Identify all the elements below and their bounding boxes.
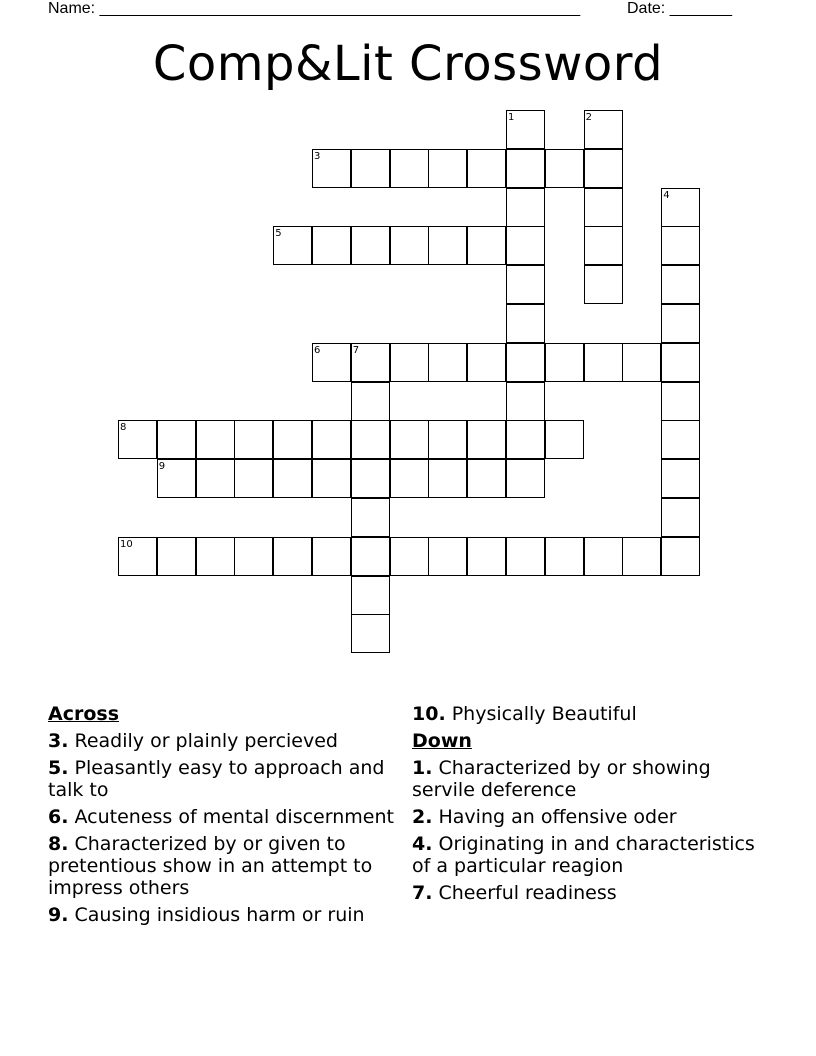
- grid-cell: [273, 459, 312, 498]
- grid-cell: [661, 537, 700, 576]
- grid-cell: [428, 343, 467, 382]
- clue-across-3: [48, 730, 400, 752]
- grid-cell: [196, 459, 235, 498]
- clue-number: 6.: [48, 806, 69, 828]
- grid-cell: [467, 459, 506, 498]
- grid-cell: [506, 304, 545, 343]
- grid-cell: [196, 537, 235, 576]
- clue-number: 9.: [48, 904, 69, 926]
- clue-across-9: [48, 904, 400, 926]
- grid-cell: [661, 226, 700, 265]
- grid-cell: [234, 420, 273, 459]
- grid-cell: [545, 537, 584, 576]
- grid-cell: [390, 149, 429, 188]
- grid-cell: [428, 420, 467, 459]
- clue-across-6: [48, 806, 400, 828]
- cell-number: 8: [120, 422, 127, 434]
- grid-cell: [351, 459, 390, 498]
- clue-text: Causing insidious harm or ruin: [74, 904, 365, 926]
- grid-cell: [467, 537, 506, 576]
- grid-cell: [196, 420, 235, 459]
- grid-cell: [506, 343, 545, 382]
- grid-cell: [312, 226, 351, 265]
- cell-number: 2: [585, 112, 592, 123]
- clue-number: 7.: [412, 882, 433, 904]
- grid-cell: [157, 537, 196, 576]
- grid-cell: [506, 382, 545, 421]
- grid-cell: [506, 420, 545, 459]
- grid-cell: [467, 343, 506, 382]
- grid-cell: [351, 537, 390, 576]
- grid-cell: [622, 537, 661, 576]
- clue-number: 8.: [48, 833, 69, 855]
- clue-text: Pleasantly easy to approach and talk to: [48, 757, 385, 801]
- grid-cell: [157, 420, 196, 459]
- grid-cell: [351, 382, 390, 421]
- clue-across-5: [48, 757, 400, 801]
- grid-cell: [661, 304, 700, 343]
- cell-number: 9: [158, 461, 166, 473]
- grid-cell: [506, 459, 545, 498]
- grid-cell: [234, 537, 273, 576]
- clue-text: Characterized by or given to pretentious show in an attempt to impress others: [48, 833, 373, 899]
- grid-cell: [584, 149, 623, 188]
- clue-number: 5.: [48, 757, 69, 779]
- grid-cell: [273, 537, 312, 576]
- grid-cell: [661, 382, 700, 421]
- clue-text: Cheerful readiness: [438, 882, 617, 904]
- grid-cell: [273, 420, 312, 459]
- date-field-label: Date: _______: [627, 0, 732, 17]
- across-heading: Across: [48, 703, 120, 725]
- page-title: Comp&Lit Crossword: [152, 36, 664, 92]
- grid-cell: [506, 265, 545, 304]
- grid-cell: [351, 149, 390, 188]
- cell-number: 3: [314, 150, 321, 162]
- grid-cell: [545, 149, 584, 188]
- grid-cell: [428, 537, 467, 576]
- grid-cell: [312, 420, 351, 459]
- grid-cell: [312, 537, 351, 576]
- cell-number: 5: [275, 228, 282, 240]
- cell-number: 7: [352, 344, 360, 356]
- grid-cell: [234, 459, 273, 498]
- clue-number: 10.: [412, 703, 446, 725]
- down-heading: Down: [412, 730, 472, 752]
- grid-cell: [584, 188, 623, 227]
- clue-number: 3.: [48, 730, 69, 752]
- grid-cell: [428, 459, 467, 498]
- clue-text: Physically Beautiful: [451, 703, 637, 725]
- grid-cell: [467, 420, 506, 459]
- grid-cell: [661, 343, 700, 382]
- clue-text: Having an offensive oder: [438, 806, 677, 828]
- cell-number: 4: [663, 189, 670, 201]
- grid-cell: [390, 537, 429, 576]
- grid-cell: [506, 149, 545, 188]
- cell-number: 1: [508, 112, 515, 123]
- grid-cell: [428, 149, 467, 188]
- grid-cell: [351, 614, 390, 653]
- grid-cell: [661, 420, 700, 459]
- grid-cell: [390, 226, 429, 265]
- grid-cell: [351, 498, 390, 537]
- clue-number: 4.: [412, 833, 433, 855]
- grid-cell: [351, 576, 390, 615]
- cell-number: 6: [314, 344, 321, 356]
- grid-cell: [661, 498, 700, 537]
- grid-cell: [428, 226, 467, 265]
- grid-cell: [506, 226, 545, 265]
- clue-across-10: [412, 703, 772, 725]
- clue-down-7: [412, 882, 772, 904]
- grid-cell: [351, 226, 390, 265]
- grid-cell: [584, 343, 623, 382]
- grid-cell: [506, 537, 545, 576]
- grid-cell: [467, 149, 506, 188]
- name-field-label: Name: ______________________________________________________: [48, 0, 581, 17]
- grid-cell: [506, 188, 545, 227]
- grid-cell: [584, 226, 623, 265]
- grid-cell: [584, 265, 623, 304]
- clue-number: 2.: [412, 806, 433, 828]
- clue-text: Readily or plainly percieved: [74, 730, 338, 752]
- clue-down-1: [412, 757, 772, 801]
- grid-cell: [390, 420, 429, 459]
- clue-text: Characterized by or showing servile deference: [412, 757, 711, 801]
- grid-cell: [390, 343, 429, 382]
- clues-column-right: [412, 700, 772, 909]
- grid-cell: [661, 459, 700, 498]
- grid-cell: [467, 226, 506, 265]
- clue-number: 1.: [412, 757, 433, 779]
- clue-across-8: [48, 833, 400, 899]
- grid-cell: [312, 459, 351, 498]
- cell-number: 10: [120, 538, 133, 550]
- grid-cell: [661, 265, 700, 304]
- grid-cell: [351, 420, 390, 459]
- clue-down-2: [412, 806, 772, 828]
- clue-down-4: [412, 833, 772, 877]
- grid-cell: [545, 343, 584, 382]
- grid-cell: [390, 459, 429, 498]
- clues-column-left: [48, 700, 400, 931]
- grid-cell: [545, 420, 584, 459]
- clue-text: Originating in and characteristics of a particular reagion: [412, 833, 755, 877]
- clue-text: Acuteness of mental discernment: [74, 806, 394, 828]
- grid-cell: [584, 537, 623, 576]
- grid-cell: [622, 343, 661, 382]
